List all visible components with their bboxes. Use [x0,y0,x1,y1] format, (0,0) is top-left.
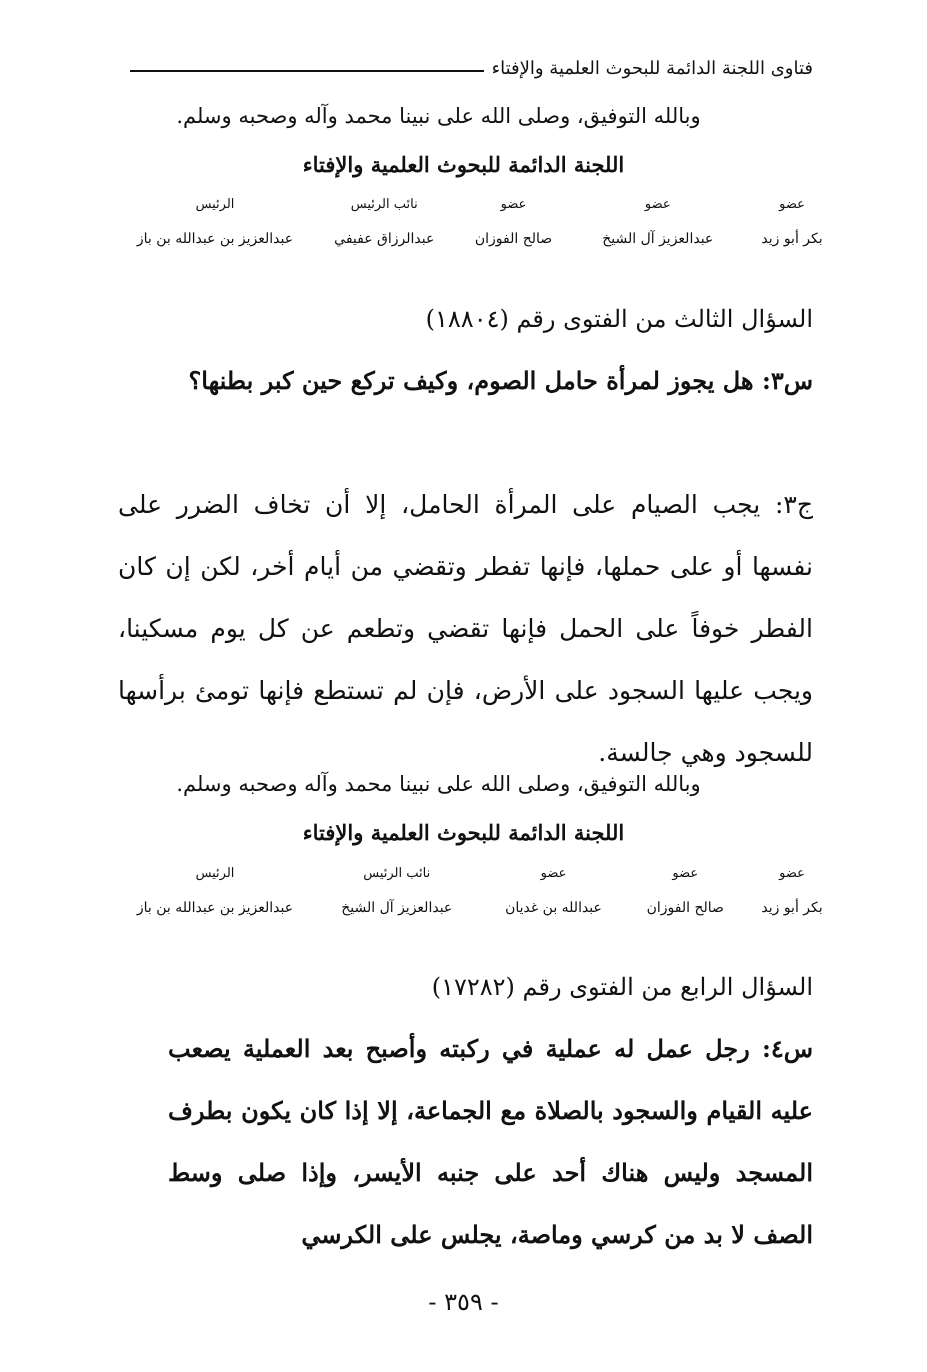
signatory-title: الرئيس [195,866,235,881]
signatory-name: عبدالعزيز آل الشيخ [341,900,453,916]
signatory-title: نائب الرئيس [350,197,418,212]
signatory-name: صالح الفوزان [646,900,724,916]
question-3-heading: السؤال الثالث من الفتوى رقم (١٨٨٠٤) [425,305,813,333]
signatory-name: عبدالعزيز بن عبدالله بن باز [136,900,294,916]
header-title: فتاوى اللجنة الدائمة للبحوث العلمية والإفتاء [491,58,813,79]
signatory-titles-1 [130,197,827,212]
signatory-names-1 [130,231,827,247]
page-number: - ٣٥٩ - [428,1288,499,1316]
committee-name-1: اللجنة الدائمة للبحوث العلمية والإفتاء [302,152,625,177]
signatory-title: عضو [672,866,699,881]
question-3-text: س٣: هل يجوز لمرأة حامل الصوم، وكيف تركع حين كبر بطنها؟ [188,366,813,395]
signatory-name: بكر أبو زيد [761,231,823,247]
running-header [130,58,813,79]
header-rule [130,70,484,72]
signatory-title: عضو [779,197,805,212]
closing-formula-1: وبالله التوفيق، وصلى الله على نبينا محمد وآله وصحبه وسلم. [176,104,701,128]
signatory-name: بكر أبو زيد [761,900,823,916]
committee-name-2: اللجنة الدائمة للبحوث العلمية والإفتاء [302,820,625,845]
question-4-text: س٤: رجل عمل له عملية في ركبته وأصبح بعد العملية يصعب عليه القيام والسجود بالصلاة مع الجماعة، إلا إذا كان يكون بطرف المسجد وليس هناك أحد على جنبه الأيسر، وإذا صلى وسط الصف لا بد من كرسي وماصة، يجلس على الكرسي [168,1034,813,1249]
question-4-heading: السؤال الرابع من الفتوى رقم (١٧٢٨٢) [431,973,813,1001]
signatory-name: عبدالعزيز بن عبدالله بن باز [136,231,294,247]
signatory-title: عضو [644,197,671,212]
signatory-title: عضو [779,866,805,881]
signatory-title: عضو [500,197,527,212]
signatory-title: نائب الرئيس [363,866,431,881]
signatory-name: عبدالعزيز آل الشيخ [602,231,714,247]
answer-3-text: ج٣: يجب الصيام على المرأة الحامل، إلا أن تخاف الضرر على نفسها أو على حملها، فإنها تفطر وتقضي من أيام أخر، لكن إن كان الفطر خوفاً على الحمل فإنها تقضي وتطعم عن كل يوم مسكينا، ويجب عليها السجود على الأرض، فإن لم تستطع فإنها تومئ برأسها للسجود وهي جالسة. [118,490,813,767]
signatory-name: عبدالرزاق عفيفي [334,231,435,247]
closing-formula-2: وبالله التوفيق، وصلى الله على نبينا محمد وآله وصحبه وسلم. [176,772,701,796]
signatory-names-2 [130,900,827,916]
signatory-name: عبدالله بن غديان [505,900,602,916]
signatory-titles-2 [130,866,827,881]
signatory-name: صالح الفوزان [474,231,553,247]
signatory-title: عضو [540,866,567,881]
signatory-title: الرئيس [195,197,235,212]
